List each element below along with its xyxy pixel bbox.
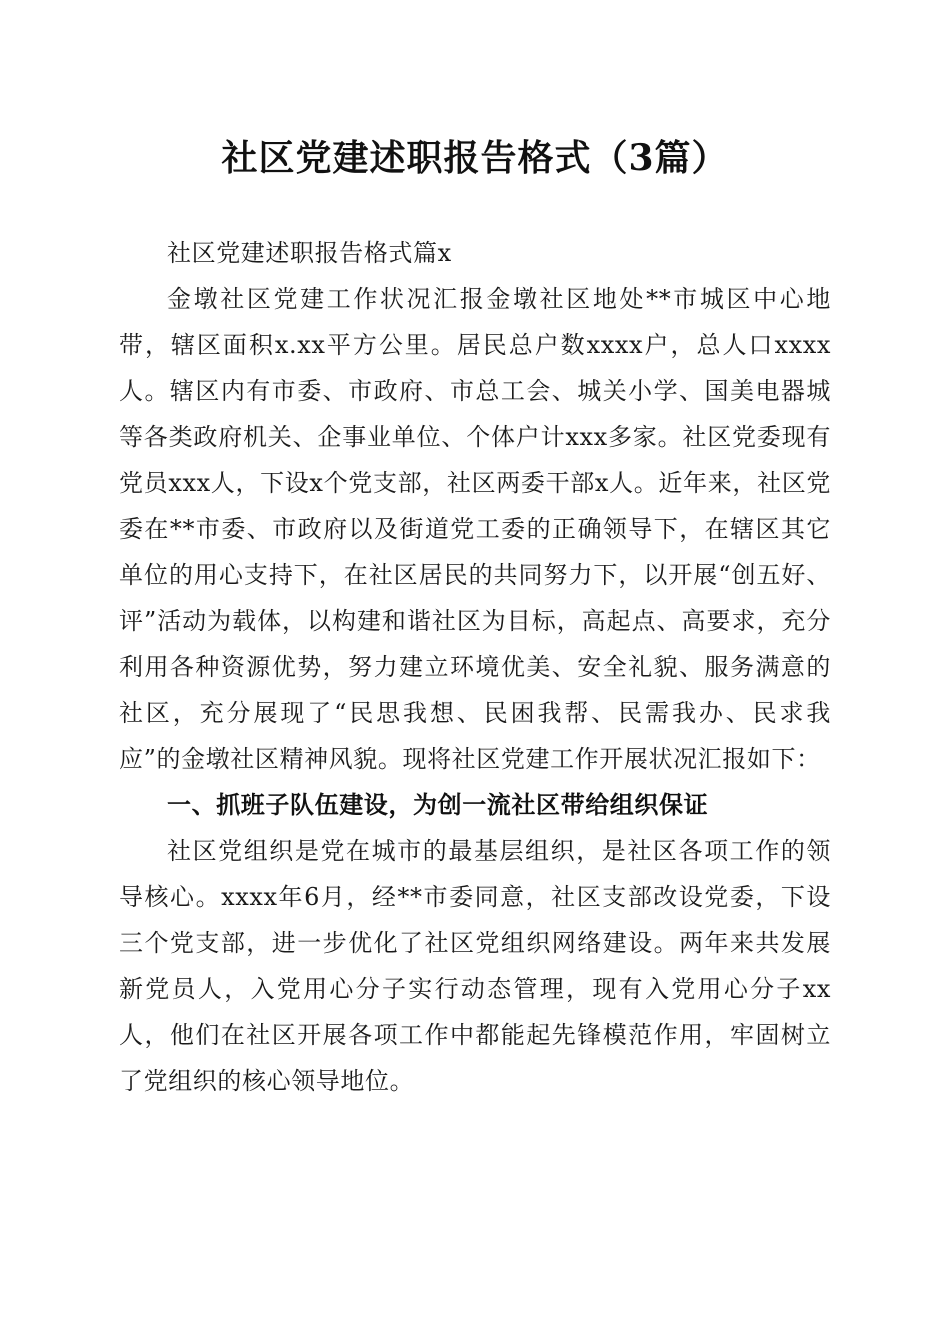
subtitle-paragraph: 社区党建述职报告格式篇x	[167, 239, 452, 267]
document-body	[119, 230, 831, 1104]
section-heading: 一、抓班子队伍建设，为创一流社区带给组织保证	[167, 791, 709, 819]
intro-paragraph: 金墩社区党建工作状况汇报金墩社区地处**市城区中心地带，辖区面积x.xx平方公里。居民总户数xxxx户，总人口xxxx人。辖区内有市委、市政府、市总工会、城关小学、国美电器城等各类政府机关、企事业单位、个体户计xxx多家。社区党委现有党员xxx人，下设x个党支部，社区两委干部x人。近年来，社区党委在**市委、市政府以及街道党工委的正确领导下，在辖区其它单位的用心支持下，在社区居民的共同努力下，以开展“创五好、评”活动为载体，以构建和谐社区为目标，高起点、高要求，充分利用各种资源优势，努力建立环境优美、安全礼貌、服务满意的社区，充分展现了“民思我想、民困我帮、民需我办、民求我应”的金墩社区精神风貌。现将社区党建工作开展状况汇报如下：	[119, 285, 831, 773]
section-paragraph: 社区党组织是党在城市的最基层组织，是社区各项工作的领导核心。xxxx年6月，经**市委同意，社区支部改设党委，下设三个党支部，进一步优化了社区党组织网络建设。两年来共发展新党员人，入党用心分子实行动态管理，现有入党用心分子xx人，他们在社区开展各项工作中都能起先锋模范作用，牢固树立了党组织的核心领导地位。	[119, 837, 831, 1095]
document-title: 社区党建述职报告格式（3篇）	[221, 137, 729, 179]
